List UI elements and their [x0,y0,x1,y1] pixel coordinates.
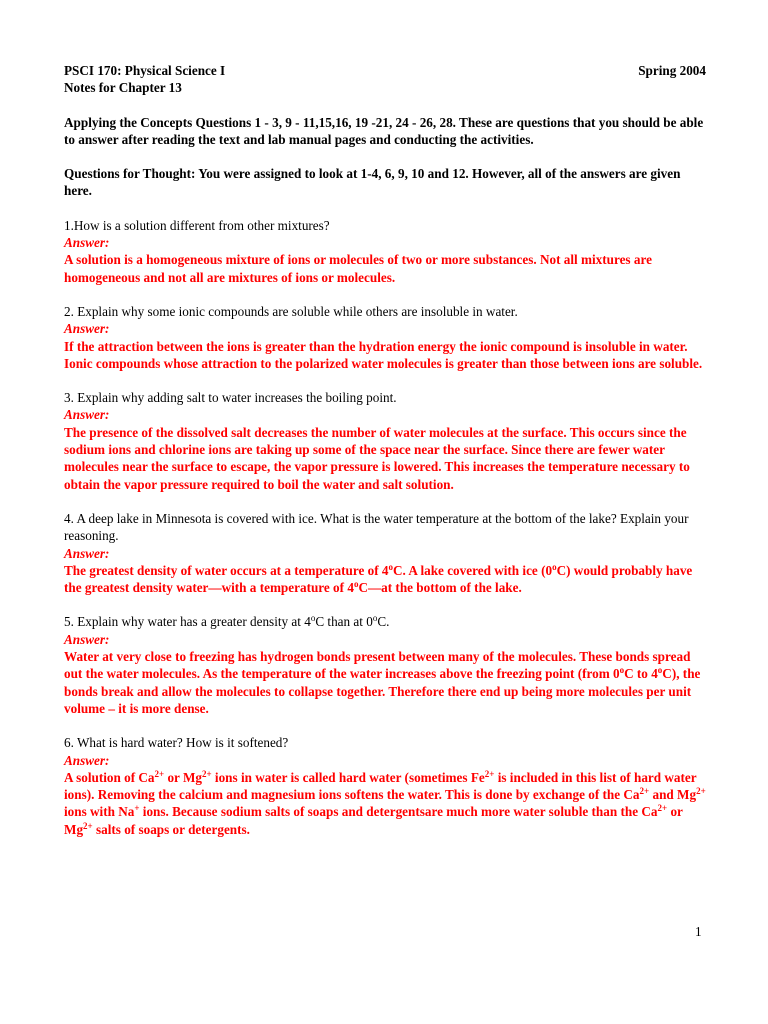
degree-symbol: o [353,579,359,590]
degree-symbol: o [388,561,393,572]
charge-superscript: 2+ [154,768,165,779]
degree-symbol: o [657,665,663,676]
degree-symbol: o [310,613,316,624]
question-1: 1.How is a solution different from other mixtures? [64,217,330,233]
charge-superscript: 2+ [83,820,93,831]
page-number: 1 [695,924,702,939]
chapter-subtitle: Notes for Chapter 13 [64,80,182,96]
answer-label: Answer: [64,545,110,561]
charge-superscript: 2+ [657,803,668,814]
question-2: 2. Explain why some ionic compounds are soluble while others are insoluble in water. [64,303,518,319]
degree-symbol: o [619,665,625,676]
answer-label: Answer: [64,321,110,337]
charge-superscript: 2+ [201,768,212,779]
question-6: 6. What is hard water? How is it softened? [64,735,289,751]
concepts-paragraph: Applying the Concepts Questions 1 - 3, 9 - 11,15,16, 19 -21, 24 - 26, 28. These are questions that you should be able to answer after reading the text and lab manual pages and conducting the activities. [64,114,704,147]
answer-label: Answer: [64,631,110,647]
answer-6: A solution of $Ca^{2+}$ or $Mg^{2+}$ ions in water is called hard water (sometimes $Fe^{2+}$ is included in this list of hard water ions). Removing the calcium and magnesium ions softens the water. This is done by exchange of the $Ca^{2+}$ and $Mg^{2+}$ ions with Na+ ions. Because sodium salts of soaps and detergentsare much more water soluble than the $Ca^{2+}$ or $Mg^{2+}$ salts of soaps or detergents. [64,768,706,837]
answer-5: Water at very close to freezing has hydrogen bonds present between many of the molecules. These bonds spread out the water molecules. As the temperature of the water increases above the freezing point (from 0$^o$C to 4$^o$C), the bonds break and allow the molecules to collapse together. Therefore there end up being more molecules per unit volume – it is more dense. [64,649,701,716]
course-title: PSCI 170: Physical Science I [64,63,226,78]
thought-paragraph: Questions for Thought: You were assigned to look at 1-4, 6, 9, 10 and 12. However, all of the answers are given here. [64,166,681,199]
answer-label: Answer: [64,235,110,251]
answer-3: The presence of the dissolved salt decreases the number of water molecules at the surface. This occurs since the sodium ions and chlorine ions are taking up some of the space near the surface. Since there are fewer water molecules near the surface to escape, the vapor pressure is lowered. This increases the temperature necessary to obtain the vapor pressure required to boil the water and salt solution. [64,424,690,492]
question-5: 5. Explain why water has a greater density at 4$^o$C than at 0$^o$C. [64,613,390,630]
answer-2: If the attraction between the ions is greater than the hydration energy the ionic compound is insoluble in water. Ionic compounds whose attraction to the polarized water molecules is greater than those between ions are soluble. [64,338,703,371]
term-label: Spring 2004 [638,63,706,78]
question-3: 3. Explain why adding salt to water increases the boiling point. [64,390,397,406]
header-row [64,62,706,79]
charge-superscript: 2+ [484,768,495,779]
question-4: 4. A deep lake in Minnesota is covered with ice. What is the water temperature at the bottom of the lake? Explain your reasoning. [64,510,689,544]
answer-4: The greatest density of water occurs at a temperature of 4$^o$C. A lake covered with ice (0$^o$C) would probably have the greatest density water—with a temperature of 4$^o$C—at the bottom of the lake. [64,561,693,596]
degree-symbol: o [372,613,378,624]
charge-superscript: 2+ [696,786,706,797]
answer-1: A solution is a homogeneous mixture of ions or molecules of two or more substances. Not all mixtures are homogeneous and not all are mixtures of ions or molecules. [64,252,652,285]
answer-label: Answer: [64,752,110,768]
charge-superscript: 2+ [639,786,650,797]
charge-superscript: + [134,803,140,814]
document-page [64,62,706,838]
answer-label: Answer: [64,407,110,423]
degree-symbol: o [552,561,557,572]
